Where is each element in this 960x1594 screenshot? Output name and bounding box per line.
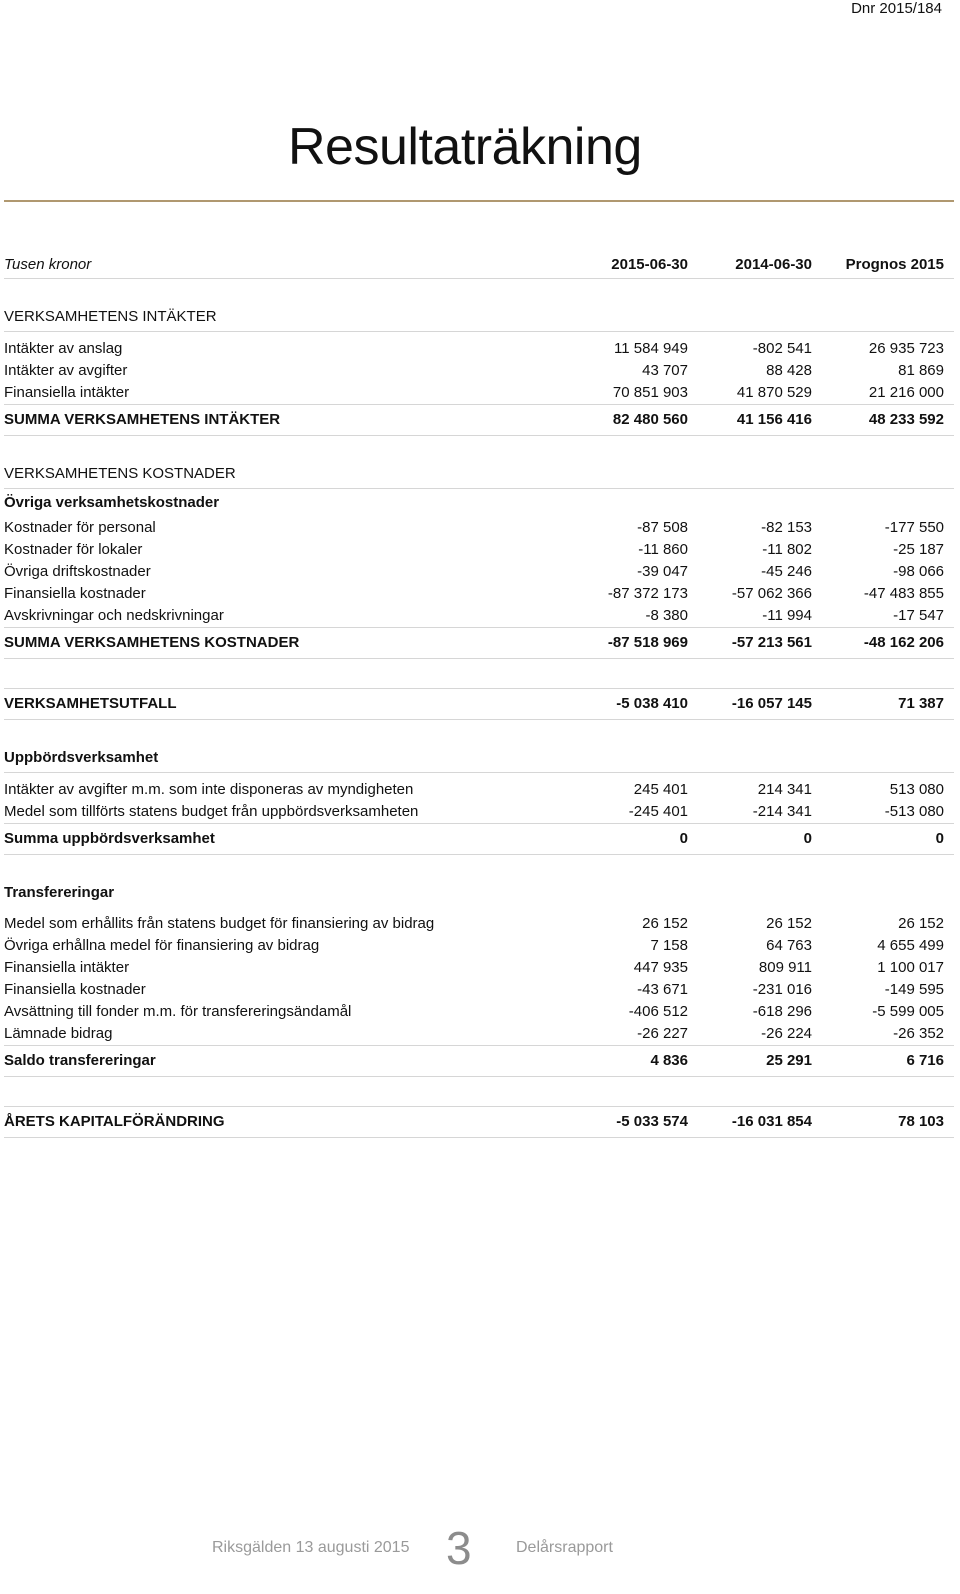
cell-2014: 809 911 [758,959,812,976]
section-heading-row [4,303,954,332]
cell-2015: 43 707 [642,362,688,379]
spacer [4,855,954,880]
cell-prognos: -98 066 [893,563,944,580]
cell-2014: -231 016 [752,981,812,998]
result-prognos: 71 387 [812,689,954,720]
row-label: Intäkter av avgifter m.m. som inte disponeras av myndigheten [4,781,414,798]
row-label: Finansiella intäkter [4,382,564,405]
result-label: ÅRETS KAPITALFÖRÄNDRING [4,1107,564,1138]
cell-2014: -11 994 [688,605,812,628]
total-row [4,824,954,855]
table-row [4,360,954,382]
column-header-prognos: Prognos 2015 [812,252,954,279]
page-title: Resultaträkning [288,118,642,176]
table-row [4,539,954,561]
row-label: Avskrivningar och nedskrivningar [4,605,564,628]
spacer [4,659,954,689]
cell-2015: -43 671 [637,981,688,998]
result-2014: -16 031 854 [688,1107,812,1138]
row-label: Finansiella intäkter [4,959,130,976]
table-row [4,583,954,605]
total-label: Saldo transfereringar [4,1046,564,1077]
cell-prognos: -17 547 [812,605,954,628]
cell-2015: -87 372 173 [607,585,688,602]
total-2014: 0 [688,824,812,855]
total-row [4,1046,954,1077]
footer-report-name: Delårsrapport [516,1539,613,1556]
section-heading-row [4,744,954,773]
cell-2014: -45 246 [761,563,812,580]
section-heading: Uppbördsverksamhet [4,744,954,773]
section-heading: VERKSAMHETENS INTÄKTER [4,303,954,332]
cell-2015: -406 512 [628,1003,688,1020]
result-2015: -5 033 574 [564,1107,688,1138]
cell-prognos: 1 100 017 [877,959,944,976]
cell-2015: 11 584 949 [614,340,688,357]
cell-prognos: 21 216 000 [812,382,954,405]
table-row [4,913,954,935]
cell-2014: -802 541 [752,340,812,357]
table-row [4,561,954,583]
cell-prognos: 26 152 [898,915,944,932]
section-heading: VERKSAMHETENS KOSTNADER [4,460,954,489]
cell-2015: -39 047 [637,563,688,580]
result-row [4,689,954,720]
unit-label: Tusen kronor [4,252,564,279]
title-divider [4,200,954,202]
cell-2015: 245 401 [633,781,688,798]
cell-2015: -26 227 [564,1023,688,1046]
income-statement-table [4,252,954,1138]
column-header-2014: 2014-06-30 [688,252,812,279]
total-2014: 25 291 [688,1046,812,1077]
row-label: Övriga driftskostnader [4,563,151,580]
total-label: SUMMA VERKSAMHETENS INTÄKTER [4,405,564,436]
spacer [4,279,954,304]
total-prognos: 0 [812,824,954,855]
total-prognos: 48 233 592 [812,405,954,436]
row-label: Finansiella kostnader [4,981,146,998]
cell-2015: 70 851 903 [564,382,688,405]
cell-2015: -11 860 [638,541,688,558]
total-row [4,405,954,436]
table-row [4,605,954,628]
cell-2014: 214 341 [757,781,812,798]
cell-2015: -87 508 [637,519,688,536]
result-2015: -5 038 410 [564,689,688,720]
table-row [4,801,954,824]
table-row [4,382,954,405]
cell-2015: -8 380 [564,605,688,628]
result-prognos: 78 103 [812,1107,954,1138]
total-2015: 82 480 560 [564,405,688,436]
cell-2015: 26 152 [642,915,688,932]
page-number: 3 [446,1522,472,1574]
spacer [4,720,954,745]
section-heading-row [4,460,954,489]
cell-2015: -245 401 [564,801,688,824]
row-label: Kostnader för lokaler [4,541,143,558]
subsection-heading: Övriga verksamhetskostnader [4,494,220,511]
row-label: Finansiella kostnader [4,585,146,602]
section-heading: Transfereringar [4,884,115,901]
table-row [4,1023,954,1046]
cell-2014: -11 802 [762,541,812,558]
total-2015: -87 518 969 [564,628,688,659]
row-label: Övriga erhållna medel för finansiering av bidrag [4,937,320,954]
result-2014: -16 057 145 [688,689,812,720]
row-label: Intäkter av avgifter [4,362,128,379]
footer-publisher: Riksgälden 13 augusti 2015 [212,1539,410,1556]
cell-2014: 88 428 [766,362,812,379]
cell-prognos: 4 655 499 [877,937,944,954]
cell-prognos: -25 187 [893,541,944,558]
table-row [4,517,954,539]
document-number: Dnr 2015/184 [851,0,942,17]
cell-2014: -618 296 [752,1003,812,1020]
row-label: Medel som tillförts statens budget från uppbördsverksamheten [4,801,564,824]
section-heading-row [4,879,954,907]
row-label: Kostnader för personal [4,519,156,536]
cell-2014: -26 224 [688,1023,812,1046]
total-2014: -57 213 561 [688,628,812,659]
total-row [4,628,954,659]
subsection-heading-row [4,489,954,518]
cell-prognos: -177 550 [884,519,944,536]
table-row [4,935,954,957]
cell-2014: -57 062 366 [731,585,812,602]
column-header-row [4,252,954,279]
cell-prognos: 26 935 723 [868,340,944,357]
table-row [4,1001,954,1023]
spacer [4,1077,954,1107]
cell-prognos: -26 352 [812,1023,954,1046]
total-2015: 4 836 [564,1046,688,1077]
cell-prognos: -5 599 005 [872,1003,944,1020]
row-label: Medel som erhållits från statens budget för finansiering av bidrag [4,915,435,932]
result-label: VERKSAMHETSUTFALL [4,689,564,720]
row-label: Intäkter av anslag [4,340,123,357]
cell-2014: 64 763 [766,937,812,954]
total-prognos: -48 162 206 [812,628,954,659]
table-row [4,338,954,360]
cell-2015: 7 158 [650,937,688,954]
row-label: Lämnade bidrag [4,1023,564,1046]
row-label: Avsättning till fonder m.m. för transfereringsändamål [4,1003,352,1020]
cell-2014: 26 152 [766,915,812,932]
table-row [4,979,954,1001]
cell-2015: 447 935 [633,959,688,976]
total-2014: 41 156 416 [688,405,812,436]
table-row [4,957,954,979]
page-footer [0,1523,960,1573]
total-prognos: 6 716 [812,1046,954,1077]
result-row [4,1107,954,1138]
cell-2014: -214 341 [688,801,812,824]
table-row [4,779,954,801]
cell-prognos: -513 080 [812,801,954,824]
cell-prognos: 513 080 [889,781,944,798]
total-label: SUMMA VERKSAMHETENS KOSTNADER [4,628,564,659]
spacer [4,436,954,461]
cell-2014: -82 153 [761,519,812,536]
cell-prognos: -47 483 855 [863,585,944,602]
cell-2014: 41 870 529 [688,382,812,405]
column-header-2015: 2015-06-30 [564,252,688,279]
cell-prognos: 81 869 [898,362,944,379]
total-label: Summa uppbördsverksamhet [4,824,564,855]
total-2015: 0 [564,824,688,855]
cell-prognos: -149 595 [884,981,944,998]
